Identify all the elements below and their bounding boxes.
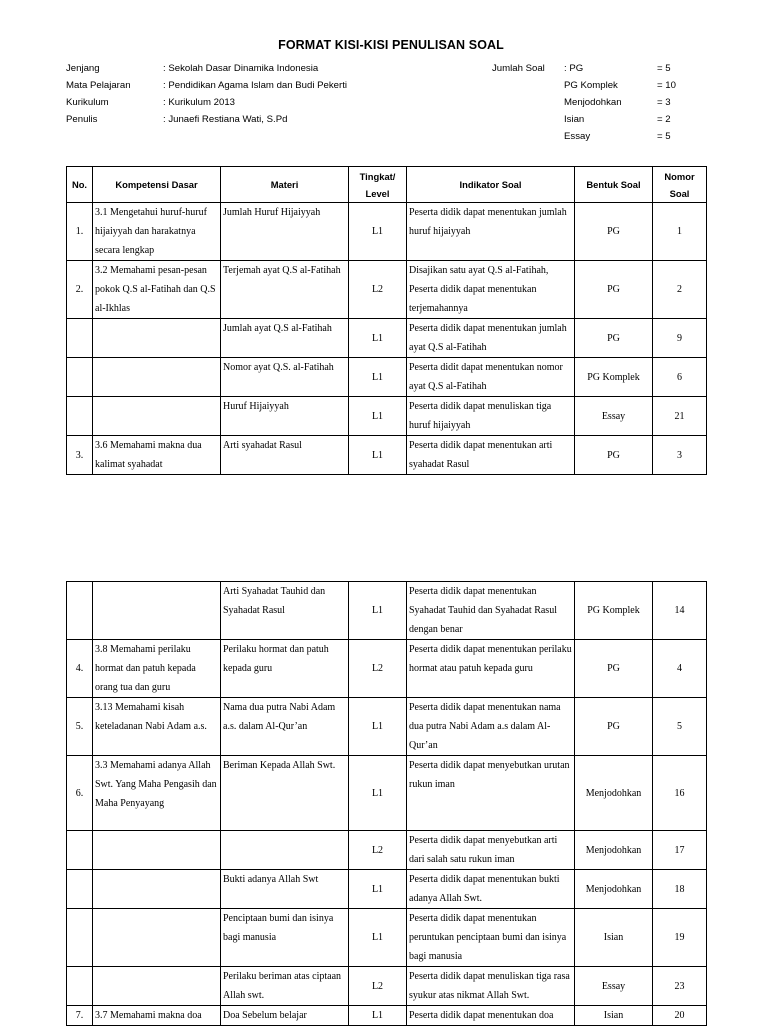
cell-nomor-soal: 23 bbox=[653, 967, 707, 1006]
count-key: PG Komplek bbox=[564, 80, 618, 91]
header-indikator-soal: Indikator Soal bbox=[407, 167, 575, 203]
count-value: = 2 bbox=[657, 114, 671, 125]
count-row-essay bbox=[492, 128, 732, 145]
count-row-menjodohkan bbox=[492, 94, 732, 111]
info-label: Penulis bbox=[66, 114, 98, 125]
cell-kompetensi-dasar bbox=[93, 358, 221, 397]
header-no: No. bbox=[67, 167, 93, 203]
cell-bentuk-soal: PG bbox=[575, 261, 653, 319]
cell-level: L1 bbox=[349, 397, 407, 436]
cell-materi: Perilaku hormat dan patuh kepada guru bbox=[221, 640, 349, 698]
cell-level: L1 bbox=[349, 319, 407, 358]
cell-indikator: Peserta didik dapat menuliskan tiga rasa syukur atas nikmat Allah Swt. bbox=[407, 967, 575, 1006]
header-materi: Materi bbox=[221, 167, 349, 203]
info-value: : Pendidikan Agama Islam dan Budi Pekerti bbox=[163, 80, 347, 91]
count-key: : PG bbox=[564, 63, 584, 74]
count-value: = 5 bbox=[657, 63, 671, 74]
cell-materi: Bukti adanya Allah Swt bbox=[221, 870, 349, 909]
table-row bbox=[67, 870, 707, 909]
count-row-pg-komplek bbox=[492, 77, 732, 94]
cell-no: 1. bbox=[67, 203, 93, 261]
count-value: = 5 bbox=[657, 131, 671, 142]
cell-level: L2 bbox=[349, 261, 407, 319]
cell-materi: Arti syahadat Rasul bbox=[221, 436, 349, 475]
cell-materi bbox=[221, 831, 349, 870]
cell-bentuk-soal: Menjodohkan bbox=[575, 756, 653, 831]
cell-no bbox=[67, 397, 93, 436]
cell-bentuk-soal: Essay bbox=[575, 397, 653, 436]
table-row bbox=[67, 756, 707, 831]
cell-kompetensi-dasar bbox=[93, 870, 221, 909]
cell-nomor-soal: 5 bbox=[653, 698, 707, 756]
table-row bbox=[67, 358, 707, 397]
table-row bbox=[67, 640, 707, 698]
cell-materi: Penciptaan bumi dan isinya bagi manusia bbox=[221, 909, 349, 967]
cell-nomor-soal: 3 bbox=[653, 436, 707, 475]
question-count-summary bbox=[492, 60, 732, 145]
cell-materi: Arti Syahadat Tauhid dan Syahadat Rasul bbox=[221, 582, 349, 640]
cell-indikator: Peserta didik dapat menentukan doa bbox=[407, 1006, 575, 1026]
cell-no: 3. bbox=[67, 436, 93, 475]
cell-no: 6. bbox=[67, 756, 93, 831]
count-row-pg bbox=[492, 60, 732, 77]
count-key: Essay bbox=[564, 131, 591, 142]
cell-indikator: Peserta didik dapat menentukan perilaku hormat atau patuh kepada guru bbox=[407, 640, 575, 698]
cell-nomor-soal: 21 bbox=[653, 397, 707, 436]
table-header-row bbox=[67, 167, 707, 203]
cell-bentuk-soal: PG bbox=[575, 319, 653, 358]
cell-nomor-soal: 4 bbox=[653, 640, 707, 698]
cell-kompetensi-dasar bbox=[93, 397, 221, 436]
cell-no bbox=[67, 909, 93, 967]
table-row bbox=[67, 261, 707, 319]
cell-level: L1 bbox=[349, 358, 407, 397]
cell-kompetensi-dasar: 3.3 Memahami adanya Allah Swt. Yang Maha Pengasih dan Maha Penyayang bbox=[93, 756, 221, 831]
info-label: Kurikulum bbox=[66, 97, 109, 108]
header-nomor-line1: Nomor bbox=[664, 170, 695, 182]
page-title: FORMAT KISI-KISI PENULISAN SOAL bbox=[278, 38, 504, 52]
cell-bentuk-soal: Isian bbox=[575, 909, 653, 967]
cell-no: 5. bbox=[67, 698, 93, 756]
cell-indikator: Peserta didik dapat menentukan arti syahadat Rasul bbox=[407, 436, 575, 475]
count-row-isian bbox=[492, 111, 732, 128]
cell-bentuk-soal: PG bbox=[575, 203, 653, 261]
cell-kompetensi-dasar: 3.8 Memahami perilaku hormat dan patuh kepada orang tua dan guru bbox=[93, 640, 221, 698]
cell-kompetensi-dasar bbox=[93, 831, 221, 870]
cell-nomor-soal: 16 bbox=[653, 756, 707, 831]
cell-indikator: Disajikan satu ayat Q.S al-Fatihah, Peserta didik dapat menentukan terjemahannya bbox=[407, 261, 575, 319]
cell-nomor-soal: 1 bbox=[653, 203, 707, 261]
cell-materi: Huruf Hijaiyyah bbox=[221, 397, 349, 436]
cell-nomor-soal: 6 bbox=[653, 358, 707, 397]
cell-materi: Beriman Kepada Allah Swt. bbox=[221, 756, 349, 831]
count-label: Jumlah Soal bbox=[492, 63, 545, 74]
cell-level: L1 bbox=[349, 870, 407, 909]
cell-kompetensi-dasar bbox=[93, 319, 221, 358]
table-row bbox=[67, 909, 707, 967]
cell-nomor-soal: 2 bbox=[653, 261, 707, 319]
cell-level: L1 bbox=[349, 436, 407, 475]
header-tingkat-level bbox=[349, 167, 407, 203]
cell-level: L1 bbox=[349, 203, 407, 261]
cell-indikator: Peserta didik dapat menentukan bukti adanya Allah Swt. bbox=[407, 870, 575, 909]
cell-nomor-soal: 19 bbox=[653, 909, 707, 967]
table-row bbox=[67, 397, 707, 436]
cell-materi: Perilaku beriman atas ciptaan Allah swt. bbox=[221, 967, 349, 1006]
cell-indikator: Peserta didit dapat menentukan nomor ayat Q.S al-Fatihah bbox=[407, 358, 575, 397]
cell-bentuk-soal: PG Komplek bbox=[575, 582, 653, 640]
cell-indikator: Peserta didik dapat menuliskan tiga huruf hijaiyyah bbox=[407, 397, 575, 436]
cell-no bbox=[67, 870, 93, 909]
cell-kompetensi-dasar: 3.2 Memahami pesan-pesan pokok Q.S al-Fatihah dan Q.S al-Ikhlas bbox=[93, 261, 221, 319]
cell-indikator: Peserta didik dapat menentukan peruntukan penciptaan bumi dan isinya bagi manusia bbox=[407, 909, 575, 967]
cell-indikator: Peserta didik dapat menyebutkan urutan rukun iman bbox=[407, 756, 575, 831]
cell-level: L1 bbox=[349, 756, 407, 831]
cell-materi: Nama dua putra Nabi Adam a.s. dalam Al-Qur’an bbox=[221, 698, 349, 756]
header-tingkat-line1: Tingkat/ bbox=[359, 170, 396, 182]
cell-nomor-soal: 17 bbox=[653, 831, 707, 870]
header-kompetensi-dasar: Kompetensi Dasar bbox=[93, 167, 221, 203]
count-value: = 3 bbox=[657, 97, 671, 108]
header-nomor-line2: Soal bbox=[669, 187, 690, 199]
table-row bbox=[67, 1006, 707, 1026]
cell-kompetensi-dasar bbox=[93, 909, 221, 967]
info-row-mata-pelajaran bbox=[66, 77, 486, 94]
table-row bbox=[67, 831, 707, 870]
count-key: Menjodohkan bbox=[564, 97, 622, 108]
info-label: Mata Pelajaran bbox=[66, 80, 131, 91]
cell-kompetensi-dasar: 3.6 Memahami makna dua kalimat syahadat bbox=[93, 436, 221, 475]
cell-no: 7. bbox=[67, 1006, 93, 1026]
cell-level: L2 bbox=[349, 640, 407, 698]
info-value: : Junaefi Restiana Wati, S.Pd bbox=[163, 114, 288, 125]
table-row bbox=[67, 967, 707, 1006]
cell-kompetensi-dasar bbox=[93, 967, 221, 1006]
info-label: Jenjang bbox=[66, 63, 100, 74]
cell-indikator: Peserta didik dapat menentukan jumlah ayat Q.S al-Fatihah bbox=[407, 319, 575, 358]
cell-materi: Nomor ayat Q.S. al-Fatihah bbox=[221, 358, 349, 397]
cell-nomor-soal: 14 bbox=[653, 582, 707, 640]
info-value: : Kurikulum 2013 bbox=[163, 97, 235, 108]
cell-bentuk-soal: Menjodohkan bbox=[575, 870, 653, 909]
kisi-kisi-table-continued bbox=[66, 581, 707, 1026]
cell-indikator: Peserta didik dapat menyebutkan arti dari salah satu rukun iman bbox=[407, 831, 575, 870]
cell-indikator: Peserta didik dapat menentukan jumlah huruf hijaiyyah bbox=[407, 203, 575, 261]
cell-kompetensi-dasar: 3.7 Memahami makna doa bbox=[93, 1006, 221, 1026]
table-row bbox=[67, 203, 707, 261]
count-value: = 10 bbox=[657, 80, 676, 91]
cell-indikator: Peserta didik dapat menentukan nama dua putra Nabi Adam a.s dalam Al-Qur’an bbox=[407, 698, 575, 756]
cell-level: L1 bbox=[349, 698, 407, 756]
cell-materi: Doa Sebelum belajar bbox=[221, 1006, 349, 1026]
info-value: : Sekolah Dasar Dinamika Indonesia bbox=[163, 63, 319, 74]
cell-kompetensi-dasar bbox=[93, 582, 221, 640]
cell-level: L1 bbox=[349, 1006, 407, 1026]
info-row-jenjang bbox=[66, 60, 486, 77]
cell-bentuk-soal: Essay bbox=[575, 967, 653, 1006]
cell-nomor-soal: 18 bbox=[653, 870, 707, 909]
info-row-penulis bbox=[66, 111, 486, 128]
cell-no bbox=[67, 582, 93, 640]
cell-indikator: Peserta didik dapat menentukan Syahadat Tauhid dan Syahadat Rasul dengan benar bbox=[407, 582, 575, 640]
cell-materi: Jumlah ayat Q.S al-Fatihah bbox=[221, 319, 349, 358]
table-row bbox=[67, 319, 707, 358]
table-row bbox=[67, 582, 707, 640]
count-key: Isian bbox=[564, 114, 585, 125]
cell-bentuk-soal: Isian bbox=[575, 1006, 653, 1026]
cell-level: L1 bbox=[349, 582, 407, 640]
document-info bbox=[66, 60, 486, 128]
cell-no bbox=[67, 319, 93, 358]
cell-bentuk-soal: PG bbox=[575, 698, 653, 756]
cell-bentuk-soal: Menjodohkan bbox=[575, 831, 653, 870]
cell-kompetensi-dasar: 3.13 Memahami kisah keteladanan Nabi Adam a.s. bbox=[93, 698, 221, 756]
cell-no bbox=[67, 967, 93, 1006]
cell-bentuk-soal: PG bbox=[575, 640, 653, 698]
cell-no: 2. bbox=[67, 261, 93, 319]
cell-no bbox=[67, 358, 93, 397]
info-row-kurikulum bbox=[66, 94, 486, 111]
kisi-kisi-table bbox=[66, 166, 707, 475]
cell-bentuk-soal: PG Komplek bbox=[575, 358, 653, 397]
table-row bbox=[67, 436, 707, 475]
cell-nomor-soal: 20 bbox=[653, 1006, 707, 1026]
cell-nomor-soal: 9 bbox=[653, 319, 707, 358]
header-nomor-soal bbox=[653, 167, 707, 203]
cell-bentuk-soal: PG bbox=[575, 436, 653, 475]
cell-level: L2 bbox=[349, 967, 407, 1006]
cell-materi: Jumlah Huruf Hijaiyyah bbox=[221, 203, 349, 261]
cell-materi: Terjemah ayat Q.S al-Fatihah bbox=[221, 261, 349, 319]
cell-no bbox=[67, 831, 93, 870]
cell-level: L1 bbox=[349, 909, 407, 967]
header-bentuk-soal: Bentuk Soal bbox=[575, 167, 653, 203]
cell-no: 4. bbox=[67, 640, 93, 698]
header-tingkat-line2: Level bbox=[365, 187, 390, 199]
cell-level: L2 bbox=[349, 831, 407, 870]
cell-kompetensi-dasar: 3.1 Mengetahui huruf-huruf hijaiyyah dan harakatnya secara lengkap bbox=[93, 203, 221, 261]
table-row bbox=[67, 698, 707, 756]
